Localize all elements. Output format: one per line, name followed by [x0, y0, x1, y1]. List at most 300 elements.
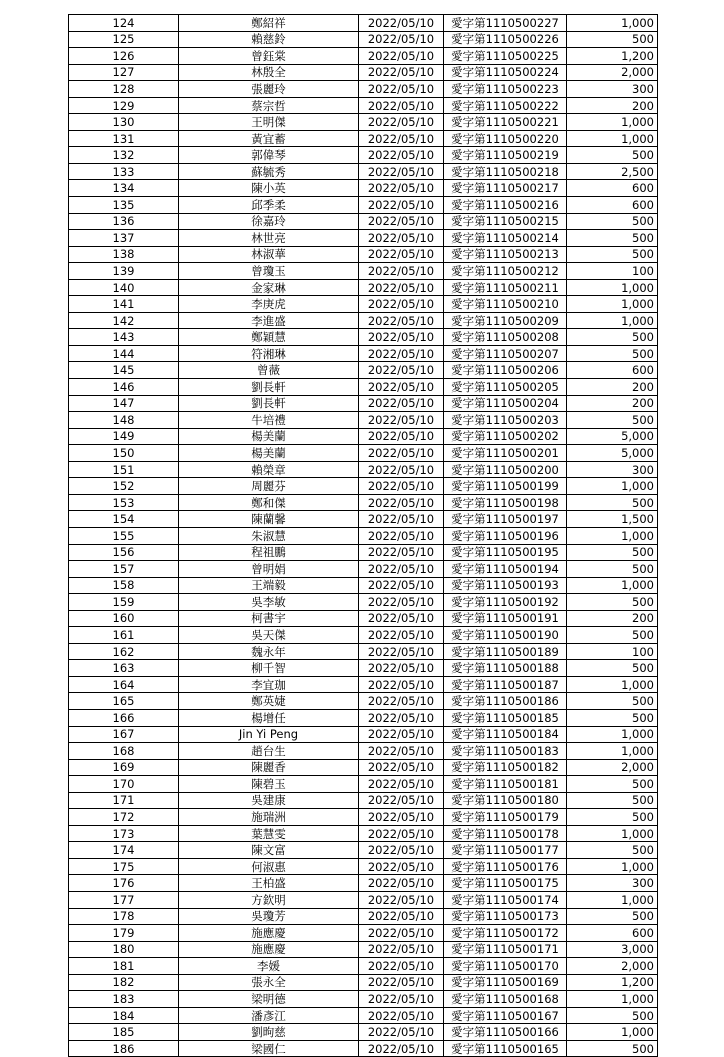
- table-row: [69, 594, 658, 611]
- row-number: 138: [69, 246, 179, 263]
- donation-amount: 3,000: [567, 941, 658, 958]
- donor-name: 李媛: [179, 958, 359, 975]
- donation-date: 2022/05/10: [359, 445, 444, 462]
- donor-name: 王端毅: [179, 577, 359, 594]
- donation-date: 2022/05/10: [359, 147, 444, 164]
- donation-amount: 200: [567, 97, 658, 114]
- donor-name: 陳蘭馨: [179, 511, 359, 528]
- row-number: 176: [69, 875, 179, 892]
- row-number: 163: [69, 660, 179, 677]
- receipt-number: 愛字第1110500206: [444, 362, 567, 379]
- donor-name: 鄭英婕: [179, 693, 359, 710]
- donation-date: 2022/05/10: [359, 81, 444, 98]
- receipt-number: 愛字第1110500182: [444, 759, 567, 776]
- donor-name: 程祖鵬: [179, 544, 359, 561]
- receipt-number: 愛字第1110500199: [444, 478, 567, 495]
- donation-amount: 600: [567, 197, 658, 214]
- row-number: 135: [69, 197, 179, 214]
- table-row: [69, 379, 658, 396]
- receipt-number: 愛字第1110500210: [444, 296, 567, 313]
- receipt-number: 愛字第1110500170: [444, 958, 567, 975]
- donation-amount: 2,000: [567, 958, 658, 975]
- donation-amount: 1,000: [567, 676, 658, 693]
- donation-amount: 1,000: [567, 15, 658, 32]
- donation-date: 2022/05/10: [359, 230, 444, 247]
- row-number: 148: [69, 412, 179, 429]
- receipt-number: 愛字第1110500177: [444, 842, 567, 859]
- table-row: [69, 825, 658, 842]
- row-number: 151: [69, 461, 179, 478]
- row-number: 170: [69, 776, 179, 793]
- donation-date: 2022/05/10: [359, 48, 444, 65]
- donor-name: 楊美蘭: [179, 445, 359, 462]
- donation-amount: 500: [567, 412, 658, 429]
- donation-amount: 5,000: [567, 445, 658, 462]
- donation-date: 2022/05/10: [359, 412, 444, 429]
- row-number: 156: [69, 544, 179, 561]
- table-row: [69, 709, 658, 726]
- donation-amount: 1,000: [567, 891, 658, 908]
- receipt-number: 愛字第1110500187: [444, 676, 567, 693]
- donor-name: 王柏盛: [179, 875, 359, 892]
- table-row: [69, 660, 658, 677]
- donation-date: 2022/05/10: [359, 64, 444, 81]
- donation-amount: 500: [567, 561, 658, 578]
- donor-name: 黃宜蓄: [179, 130, 359, 147]
- donation-amount: 500: [567, 544, 658, 561]
- table-row: [69, 263, 658, 280]
- row-number: 141: [69, 296, 179, 313]
- donation-amount: 1,200: [567, 48, 658, 65]
- row-number: 180: [69, 941, 179, 958]
- table-row: [69, 693, 658, 710]
- donor-name: 何淑惠: [179, 858, 359, 875]
- receipt-number: 愛字第1110500220: [444, 130, 567, 147]
- row-number: 164: [69, 676, 179, 693]
- table-row: [69, 676, 658, 693]
- donor-name: 吳瓊芳: [179, 908, 359, 925]
- donor-name: 張永全: [179, 974, 359, 991]
- row-number: 171: [69, 792, 179, 809]
- table-row: [69, 147, 658, 164]
- table-row: [69, 395, 658, 412]
- receipt-number: 愛字第1110500169: [444, 974, 567, 991]
- donation-amount: 500: [567, 31, 658, 48]
- donor-name: 李宜珈: [179, 676, 359, 693]
- row-number: 178: [69, 908, 179, 925]
- donor-name: 曾明娟: [179, 561, 359, 578]
- donation-date: 2022/05/10: [359, 842, 444, 859]
- donation-amount: 1,000: [567, 858, 658, 875]
- receipt-number: 愛字第1110500200: [444, 461, 567, 478]
- row-number: 133: [69, 163, 179, 180]
- receipt-number: 愛字第1110500178: [444, 825, 567, 842]
- donor-name: 符湘琳: [179, 345, 359, 362]
- donation-amount: 500: [567, 329, 658, 346]
- receipt-number: 愛字第1110500213: [444, 246, 567, 263]
- donation-date: 2022/05/10: [359, 296, 444, 313]
- row-number: 124: [69, 15, 179, 32]
- table-row: [69, 1024, 658, 1041]
- receipt-number: 愛字第1110500224: [444, 64, 567, 81]
- row-number: 144: [69, 345, 179, 362]
- donation-date: 2022/05/10: [359, 362, 444, 379]
- donation-amount: 100: [567, 263, 658, 280]
- receipt-number: 愛字第1110500215: [444, 213, 567, 230]
- row-number: 149: [69, 428, 179, 445]
- donation-date: 2022/05/10: [359, 792, 444, 809]
- donation-amount: 500: [567, 660, 658, 677]
- donor-name: 周麗芬: [179, 478, 359, 495]
- row-number: 158: [69, 577, 179, 594]
- donation-date: 2022/05/10: [359, 908, 444, 925]
- row-number: 139: [69, 263, 179, 280]
- donor-name: 賴慈鈴: [179, 31, 359, 48]
- donation-amount: 300: [567, 81, 658, 98]
- donation-date: 2022/05/10: [359, 180, 444, 197]
- donor-name: 吳建康: [179, 792, 359, 809]
- donor-name: 朱淑慧: [179, 527, 359, 544]
- donation-date: 2022/05/10: [359, 494, 444, 511]
- donation-date: 2022/05/10: [359, 875, 444, 892]
- table-row: [69, 809, 658, 826]
- donation-date: 2022/05/10: [359, 743, 444, 760]
- row-number: 168: [69, 743, 179, 760]
- table-row: [69, 561, 658, 578]
- donation-date: 2022/05/10: [359, 627, 444, 644]
- row-number: 136: [69, 213, 179, 230]
- donation-amount: 100: [567, 643, 658, 660]
- donation-amount: 1,000: [567, 296, 658, 313]
- table-row: [69, 511, 658, 528]
- table-row: [69, 908, 658, 925]
- table-row: [69, 64, 658, 81]
- row-number: 142: [69, 312, 179, 329]
- table-row: [69, 792, 658, 809]
- table-row: [69, 858, 658, 875]
- donation-date: 2022/05/10: [359, 1040, 444, 1057]
- receipt-number: 愛字第1110500201: [444, 445, 567, 462]
- donation-amount: 500: [567, 345, 658, 362]
- donation-date: 2022/05/10: [359, 825, 444, 842]
- table-row: [69, 279, 658, 296]
- donation-date: 2022/05/10: [359, 379, 444, 396]
- donation-amount: 300: [567, 461, 658, 478]
- receipt-number: 愛字第1110500218: [444, 163, 567, 180]
- row-number: 161: [69, 627, 179, 644]
- table-row: [69, 478, 658, 495]
- table-row: [69, 180, 658, 197]
- table-row: [69, 974, 658, 991]
- table-row: [69, 494, 658, 511]
- donation-amount: 2,000: [567, 64, 658, 81]
- row-number: 147: [69, 395, 179, 412]
- row-number: 157: [69, 561, 179, 578]
- donation-amount: 2,500: [567, 163, 658, 180]
- donation-amount: 1,000: [567, 743, 658, 760]
- donation-date: 2022/05/10: [359, 561, 444, 578]
- receipt-number: 愛字第1110500181: [444, 776, 567, 793]
- donor-name: 邱季柔: [179, 197, 359, 214]
- donation-amount: 500: [567, 494, 658, 511]
- donation-amount: 1,000: [567, 577, 658, 594]
- donor-name: 柯書宇: [179, 610, 359, 627]
- donation-date: 2022/05/10: [359, 610, 444, 627]
- row-number: 150: [69, 445, 179, 462]
- donation-amount: 300: [567, 875, 658, 892]
- receipt-number: 愛字第1110500203: [444, 412, 567, 429]
- table-row: [69, 925, 658, 942]
- donation-date: 2022/05/10: [359, 114, 444, 131]
- donation-amount: 1,000: [567, 130, 658, 147]
- donation-amount: 500: [567, 709, 658, 726]
- receipt-number: 愛字第1110500175: [444, 875, 567, 892]
- donation-date: 2022/05/10: [359, 279, 444, 296]
- receipt-number: 愛字第1110500191: [444, 610, 567, 627]
- table-row: [69, 412, 658, 429]
- donation-amount: 1,000: [567, 726, 658, 743]
- row-number: 140: [69, 279, 179, 296]
- row-number: 143: [69, 329, 179, 346]
- donation-date: 2022/05/10: [359, 1024, 444, 1041]
- donor-name: 陳文富: [179, 842, 359, 859]
- donation-amount: 1,000: [567, 991, 658, 1008]
- donation-date: 2022/05/10: [359, 130, 444, 147]
- receipt-number: 愛字第1110500179: [444, 809, 567, 826]
- table-row: [69, 958, 658, 975]
- donation-amount: 500: [567, 842, 658, 859]
- table-row: [69, 875, 658, 892]
- donation-amount: 500: [567, 213, 658, 230]
- donation-amount: 1,200: [567, 974, 658, 991]
- donation-amount: 500: [567, 792, 658, 809]
- donation-amount: 500: [567, 776, 658, 793]
- receipt-number: 愛字第1110500190: [444, 627, 567, 644]
- donor-name: 施瑞洲: [179, 809, 359, 826]
- donor-name: 張麗玲: [179, 81, 359, 98]
- donation-date: 2022/05/10: [359, 643, 444, 660]
- receipt-number: 愛字第1110500172: [444, 925, 567, 942]
- donation-amount: 600: [567, 180, 658, 197]
- receipt-number: 愛字第1110500166: [444, 1024, 567, 1041]
- donation-date: 2022/05/10: [359, 991, 444, 1008]
- table-row: [69, 759, 658, 776]
- receipt-number: 愛字第1110500211: [444, 279, 567, 296]
- receipt-number: 愛字第1110500207: [444, 345, 567, 362]
- row-number: 166: [69, 709, 179, 726]
- row-number: 172: [69, 809, 179, 826]
- donation-date: 2022/05/10: [359, 941, 444, 958]
- table-row: [69, 329, 658, 346]
- row-number: 174: [69, 842, 179, 859]
- table-row: [69, 312, 658, 329]
- table-row: [69, 776, 658, 793]
- table-row: [69, 544, 658, 561]
- row-number: 129: [69, 97, 179, 114]
- donor-name: 劉長軒: [179, 379, 359, 396]
- donor-name: 劉昫慈: [179, 1024, 359, 1041]
- donation-amount: 1,000: [567, 312, 658, 329]
- donor-name: 陳麗香: [179, 759, 359, 776]
- row-number: 181: [69, 958, 179, 975]
- donation-amount: 1,000: [567, 114, 658, 131]
- donor-name: 鄭紹祥: [179, 15, 359, 32]
- donation-amount: 500: [567, 627, 658, 644]
- donation-date: 2022/05/10: [359, 544, 444, 561]
- receipt-number: 愛字第1110500212: [444, 263, 567, 280]
- table-row: [69, 345, 658, 362]
- row-number: 175: [69, 858, 179, 875]
- donor-name: 潘彥江: [179, 1007, 359, 1024]
- donation-amount: 500: [567, 693, 658, 710]
- row-number: 183: [69, 991, 179, 1008]
- receipt-number: 愛字第1110500219: [444, 147, 567, 164]
- receipt-number: 愛字第1110500223: [444, 81, 567, 98]
- donation-date: 2022/05/10: [359, 213, 444, 230]
- table-row: [69, 163, 658, 180]
- donation-date: 2022/05/10: [359, 263, 444, 280]
- receipt-number: 愛字第1110500167: [444, 1007, 567, 1024]
- donation-date: 2022/05/10: [359, 925, 444, 942]
- row-number: 177: [69, 891, 179, 908]
- donor-name: 林淑華: [179, 246, 359, 263]
- table-row: [69, 941, 658, 958]
- receipt-number: 愛字第1110500168: [444, 991, 567, 1008]
- donor-name: 郭偉琴: [179, 147, 359, 164]
- receipt-number: 愛字第1110500171: [444, 941, 567, 958]
- donor-name: 鄭穎慧: [179, 329, 359, 346]
- receipt-number: 愛字第1110500192: [444, 594, 567, 611]
- donation-amount: 500: [567, 908, 658, 925]
- receipt-number: 愛字第1110500196: [444, 527, 567, 544]
- donation-date: 2022/05/10: [359, 312, 444, 329]
- receipt-number: 愛字第1110500198: [444, 494, 567, 511]
- row-number: 126: [69, 48, 179, 65]
- table-row: [69, 130, 658, 147]
- donor-name: 陳碧玉: [179, 776, 359, 793]
- receipt-number: 愛字第1110500217: [444, 180, 567, 197]
- donation-date: 2022/05/10: [359, 246, 444, 263]
- donor-name: 方欽明: [179, 891, 359, 908]
- donation-amount: 500: [567, 246, 658, 263]
- donor-name: 柳千智: [179, 660, 359, 677]
- donor-name: 曾鈺棠: [179, 48, 359, 65]
- donation-table-body: [69, 15, 658, 1057]
- row-number: 159: [69, 594, 179, 611]
- donor-name: 李庚虎: [179, 296, 359, 313]
- donation-date: 2022/05/10: [359, 759, 444, 776]
- table-row: [69, 197, 658, 214]
- table-row: [69, 627, 658, 644]
- donation-amount: 200: [567, 610, 658, 627]
- row-number: 134: [69, 180, 179, 197]
- receipt-number: 愛字第1110500226: [444, 31, 567, 48]
- row-number: 184: [69, 1007, 179, 1024]
- donation-amount: 500: [567, 147, 658, 164]
- donor-name: 梁國仁: [179, 1040, 359, 1057]
- table-row: [69, 842, 658, 859]
- receipt-number: 愛字第1110500208: [444, 329, 567, 346]
- table-row: [69, 296, 658, 313]
- row-number: 173: [69, 825, 179, 842]
- donor-name: 陳小英: [179, 180, 359, 197]
- receipt-number: 愛字第1110500193: [444, 577, 567, 594]
- donation-date: 2022/05/10: [359, 577, 444, 594]
- row-number: 153: [69, 494, 179, 511]
- donation-date: 2022/05/10: [359, 1007, 444, 1024]
- receipt-number: 愛字第1110500194: [444, 561, 567, 578]
- donation-amount: 1,500: [567, 511, 658, 528]
- donation-date: 2022/05/10: [359, 594, 444, 611]
- donor-name: 林世亮: [179, 230, 359, 247]
- donation-amount: 500: [567, 594, 658, 611]
- receipt-number: 愛字第1110500222: [444, 97, 567, 114]
- receipt-number: 愛字第1110500216: [444, 197, 567, 214]
- receipt-number: 愛字第1110500204: [444, 395, 567, 412]
- table-row: [69, 726, 658, 743]
- donor-name: 王明傑: [179, 114, 359, 131]
- row-number: 137: [69, 230, 179, 247]
- donation-date: 2022/05/10: [359, 31, 444, 48]
- donor-name: 趙台生: [179, 743, 359, 760]
- receipt-number: 愛字第1110500183: [444, 743, 567, 760]
- donation-date: 2022/05/10: [359, 163, 444, 180]
- donor-name: 施應慶: [179, 941, 359, 958]
- table-row: [69, 428, 658, 445]
- donation-amount: 1,000: [567, 527, 658, 544]
- receipt-number: 愛字第1110500195: [444, 544, 567, 561]
- receipt-number: 愛字第1110500214: [444, 230, 567, 247]
- donation-date: 2022/05/10: [359, 693, 444, 710]
- table-row: [69, 743, 658, 760]
- donor-name: 吳天傑: [179, 627, 359, 644]
- donor-name: 楊增任: [179, 709, 359, 726]
- donation-date: 2022/05/10: [359, 660, 444, 677]
- donation-date: 2022/05/10: [359, 345, 444, 362]
- table-row: [69, 213, 658, 230]
- donation-amount: 600: [567, 925, 658, 942]
- row-number: 186: [69, 1040, 179, 1057]
- donor-name: 鄭和傑: [179, 494, 359, 511]
- donation-amount: 500: [567, 230, 658, 247]
- receipt-number: 愛字第1110500180: [444, 792, 567, 809]
- receipt-number: 愛字第1110500186: [444, 693, 567, 710]
- row-number: 179: [69, 925, 179, 942]
- donor-name: 蔡宗哲: [179, 97, 359, 114]
- donor-name: 葉慧雯: [179, 825, 359, 842]
- row-number: 185: [69, 1024, 179, 1041]
- receipt-number: 愛字第1110500209: [444, 312, 567, 329]
- table-row: [69, 1007, 658, 1024]
- row-number: 154: [69, 511, 179, 528]
- row-number: 165: [69, 693, 179, 710]
- donation-date: 2022/05/10: [359, 527, 444, 544]
- row-number: 167: [69, 726, 179, 743]
- row-number: 130: [69, 114, 179, 131]
- receipt-number: 愛字第1110500174: [444, 891, 567, 908]
- row-number: 182: [69, 974, 179, 991]
- table-row: [69, 577, 658, 594]
- donor-name: 李進盛: [179, 312, 359, 329]
- donation-amount: 500: [567, 809, 658, 826]
- table-row: [69, 991, 658, 1008]
- receipt-number: 愛字第1110500165: [444, 1040, 567, 1057]
- donation-date: 2022/05/10: [359, 726, 444, 743]
- row-number: 169: [69, 759, 179, 776]
- table-row: [69, 81, 658, 98]
- receipt-number: 愛字第1110500185: [444, 709, 567, 726]
- donation-amount: 2,000: [567, 759, 658, 776]
